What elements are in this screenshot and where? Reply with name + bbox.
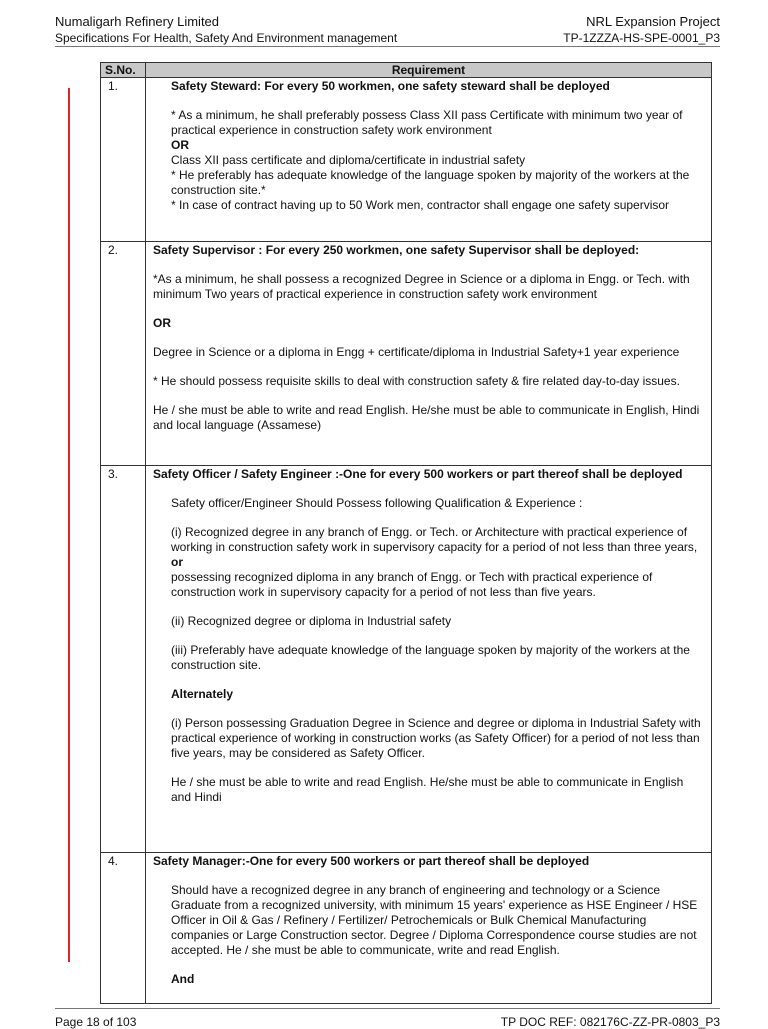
requirement-text: Safety officer/Engineer Should Possess following Qualification & Experience : bbox=[171, 496, 583, 510]
table-row bbox=[101, 242, 712, 466]
requirement-text: OR bbox=[171, 138, 189, 152]
table-row bbox=[101, 466, 712, 853]
requirement-text: OR bbox=[153, 316, 171, 330]
requirement-text: Alternately bbox=[171, 687, 234, 701]
requirement-text: or bbox=[171, 555, 183, 569]
header-left bbox=[55, 14, 397, 46]
column-header-requirement: Requirement bbox=[146, 63, 712, 78]
requirement-text: (i) Recognized degree in any branch of Engg. or Tech. or Architecture with practical experience of working in construction safety work in supervisory capacity for a period of not less than three years, bbox=[171, 525, 698, 554]
requirement-title: Safety Manager:-One for every 500 workers or part thereof shall be deployed bbox=[153, 854, 590, 868]
requirement-text: (ii) Recognized degree or diploma in Industrial safety bbox=[171, 614, 452, 628]
requirement-title: Safety Steward: For every 50 workmen, one safety steward shall be deployed bbox=[171, 79, 610, 93]
requirement-text: * In case of contract having up to 50 Work men, contractor shall engage one safety supervisor bbox=[171, 198, 670, 212]
requirement-text: (iii) Preferably have adequate knowledge of the language spoken by majority of the workers at the construction site. bbox=[171, 643, 690, 672]
row-number: 1. bbox=[101, 78, 146, 242]
requirement-text: * As a minimum, he shall preferably possess Class XII pass Certificate with minimum two year of practical experience in construction safety work environment bbox=[171, 108, 683, 137]
requirement-cell bbox=[146, 466, 712, 853]
requirement-text: And bbox=[171, 972, 195, 986]
requirement-text: possessing recognized diploma in any branch of Engg. or Tech with practical experience of construction work in supervisory capacity for a period of not less than five years. bbox=[171, 570, 653, 599]
spec-title: Specifications For Health, Safety And Environment management bbox=[55, 31, 398, 45]
document-number: TP-1ZZZA-HS-SPE-0001_P3 bbox=[563, 31, 720, 45]
revision-marker-line bbox=[68, 88, 70, 962]
table-row bbox=[101, 78, 712, 242]
column-header-sno: S.No. bbox=[101, 63, 146, 78]
requirement-text: He / she must be able to write and read English. He/she must be able to communicate in English, Hindi and local language (Assamese) bbox=[153, 403, 700, 432]
row-number: 2. bbox=[101, 242, 146, 466]
table-row bbox=[101, 853, 712, 1004]
company-name: Numaligarh Refinery Limited bbox=[55, 14, 220, 29]
requirement-text: *As a minimum, he shall possess a recognized Degree in Science or a diploma in Engg. or Tech. with minimum Two years of practical experience in construction safety work environment bbox=[153, 272, 690, 301]
requirement-title: Safety Officer / Safety Engineer :-One for every 500 workers or part thereof shall be deployed bbox=[153, 467, 683, 481]
project-name: NRL Expansion Project bbox=[586, 14, 720, 29]
requirement-text: * He preferably has adequate knowledge of the language spoken by majority of the workers at the construction site.* bbox=[171, 168, 690, 197]
row-number: 3. bbox=[101, 466, 146, 853]
document-reference: TP DOC REF: 082176C-ZZ-PR-0803_P3 bbox=[500, 1015, 720, 1029]
requirement-title: Safety Supervisor : For every 250 workmen, one safety Supervisor shall be deployed: bbox=[153, 243, 640, 257]
requirement-text: (i) Person possessing Graduation Degree in Science and degree or diploma in Industrial Safety with practical experience of working in construction works (as Safety Officer) for a period of not less than five years, may be considered as Safety Officer. bbox=[171, 716, 701, 760]
requirement-text: Class XII pass certificate and diploma/certificate in industrial safety bbox=[171, 153, 526, 167]
requirement-text: He / she must be able to write and read English. He/she must be able to communicate in English and Hindi bbox=[171, 775, 684, 804]
row-number: 4. bbox=[101, 853, 146, 1004]
header-right bbox=[563, 14, 720, 46]
requirement-cell bbox=[146, 853, 712, 1004]
page-number: Page 18 of 103 bbox=[55, 1015, 137, 1029]
requirement-text: Degree in Science or a diploma in Engg + certificate/diploma in Industrial Safety+1 year experience bbox=[153, 345, 680, 359]
requirement-cell bbox=[146, 78, 712, 242]
table-header-row bbox=[101, 63, 712, 78]
requirements-table bbox=[100, 62, 712, 1004]
requirement-text: Should have a recognized degree in any branch of engineering and technology or a Science Graduate from a recognized university, with minimum 15 years' experience as HSE Engineer / HSE Officer in Oil & Gas / Refinery / Fertilizer/ Petrochemicals or Bulk Chemical Manufacturing companies or Large Construction sector. Degree / Diploma Correspondence course studies are not accepted. He / she must be able to communicate, write and read English. bbox=[171, 883, 698, 957]
requirement-cell bbox=[146, 242, 712, 466]
footer-divider bbox=[55, 1008, 720, 1009]
requirement-text: * He should possess requisite skills to deal with construction safety & fire related day-to-day issues. bbox=[153, 374, 680, 388]
header-divider bbox=[55, 46, 720, 47]
